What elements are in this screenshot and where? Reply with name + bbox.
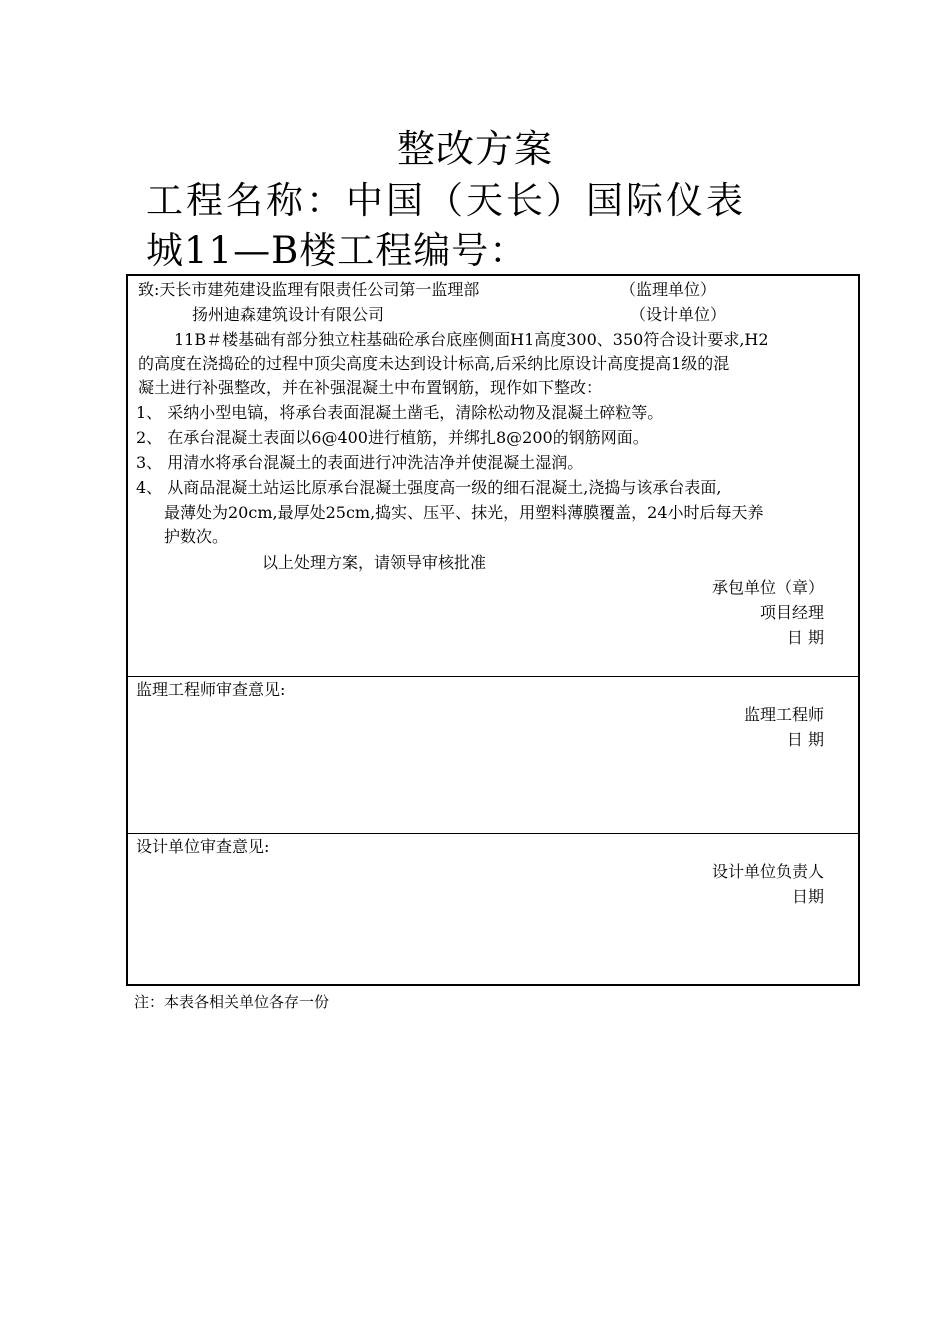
project-manager-label: 项目经理 [759, 603, 824, 622]
step-item: 1、 采纳小型电镐，将承台表面混凝土凿毛，清除松动物及混凝土碎粒等。 [136, 403, 664, 422]
design-review-heading: 设计单位审查意见: [136, 837, 270, 856]
design-unit-head-label: 设计单位负责人 [711, 862, 824, 881]
addressee-designer: 扬州迪森建筑设计有限公司 [192, 305, 385, 324]
designer-unit-tag: （设计单位） [630, 305, 727, 324]
step-item: 3、 用清水将承台混凝土的表面进行冲洗洁净并使混凝土湿润。 [136, 453, 584, 472]
body-line: 凝土进行补强整改，并在补强混凝土中布置钢筋，现作如下整改： [138, 378, 603, 397]
date-label: 日期 [791, 887, 824, 906]
supervisor-engineer-label: 监理工程师 [743, 705, 824, 724]
footnote: 注：本表各相关单位各存一份 [134, 993, 330, 1011]
body-line: 的高度在浇捣砼的过程中顶尖高度未达到设计标高,后采纳比原设计高度提高1级的混 [138, 354, 730, 373]
closing-request: 以上处理方案，请领导审核批准 [262, 553, 487, 572]
project-name-line-1: 工程名称：中国（天长）国际仪表 [146, 179, 746, 222]
date-label: 日 期 [786, 730, 824, 749]
body-line: 11B＃楼基础有部分独立柱基础砼承台底座侧面H1高度300、350符合设计要求,H2 [174, 330, 769, 349]
rectification-form [126, 274, 860, 986]
step-item: 4、 从商品混凝土站运比原承台混凝土强度高一级的细石混凝土,浇捣与该承台表面, [136, 478, 722, 497]
supervisor-review-heading: 监理工程师审查意见: [136, 680, 286, 699]
step-item-continued: 护数次。 [164, 527, 229, 546]
addressee-supervisor: 致:天长市建苑建设监理有限责任公司第一监理部 [138, 280, 480, 299]
design-review-section [128, 833, 858, 986]
project-name-line-2: 城11—B楼工程编号： [146, 229, 528, 272]
supervisor-unit-tag: （监理单位） [620, 280, 717, 299]
proposal-section [128, 276, 858, 676]
document-title: 整改方案 [396, 127, 553, 171]
step-item: 2、 在承台混凝土表面以6@400进行植筋，并绑扎8@200的钢筋网面。 [136, 428, 649, 447]
step-item-continued: 最薄处为20cm,最厚处25cm,捣实、压平、抹光，用塑料薄膜覆盖，24小时后每天养 [164, 503, 764, 522]
contractor-seal-label: 承包单位（章） [711, 578, 824, 597]
date-label: 日 期 [786, 628, 824, 647]
supervisor-review-section [128, 676, 858, 833]
